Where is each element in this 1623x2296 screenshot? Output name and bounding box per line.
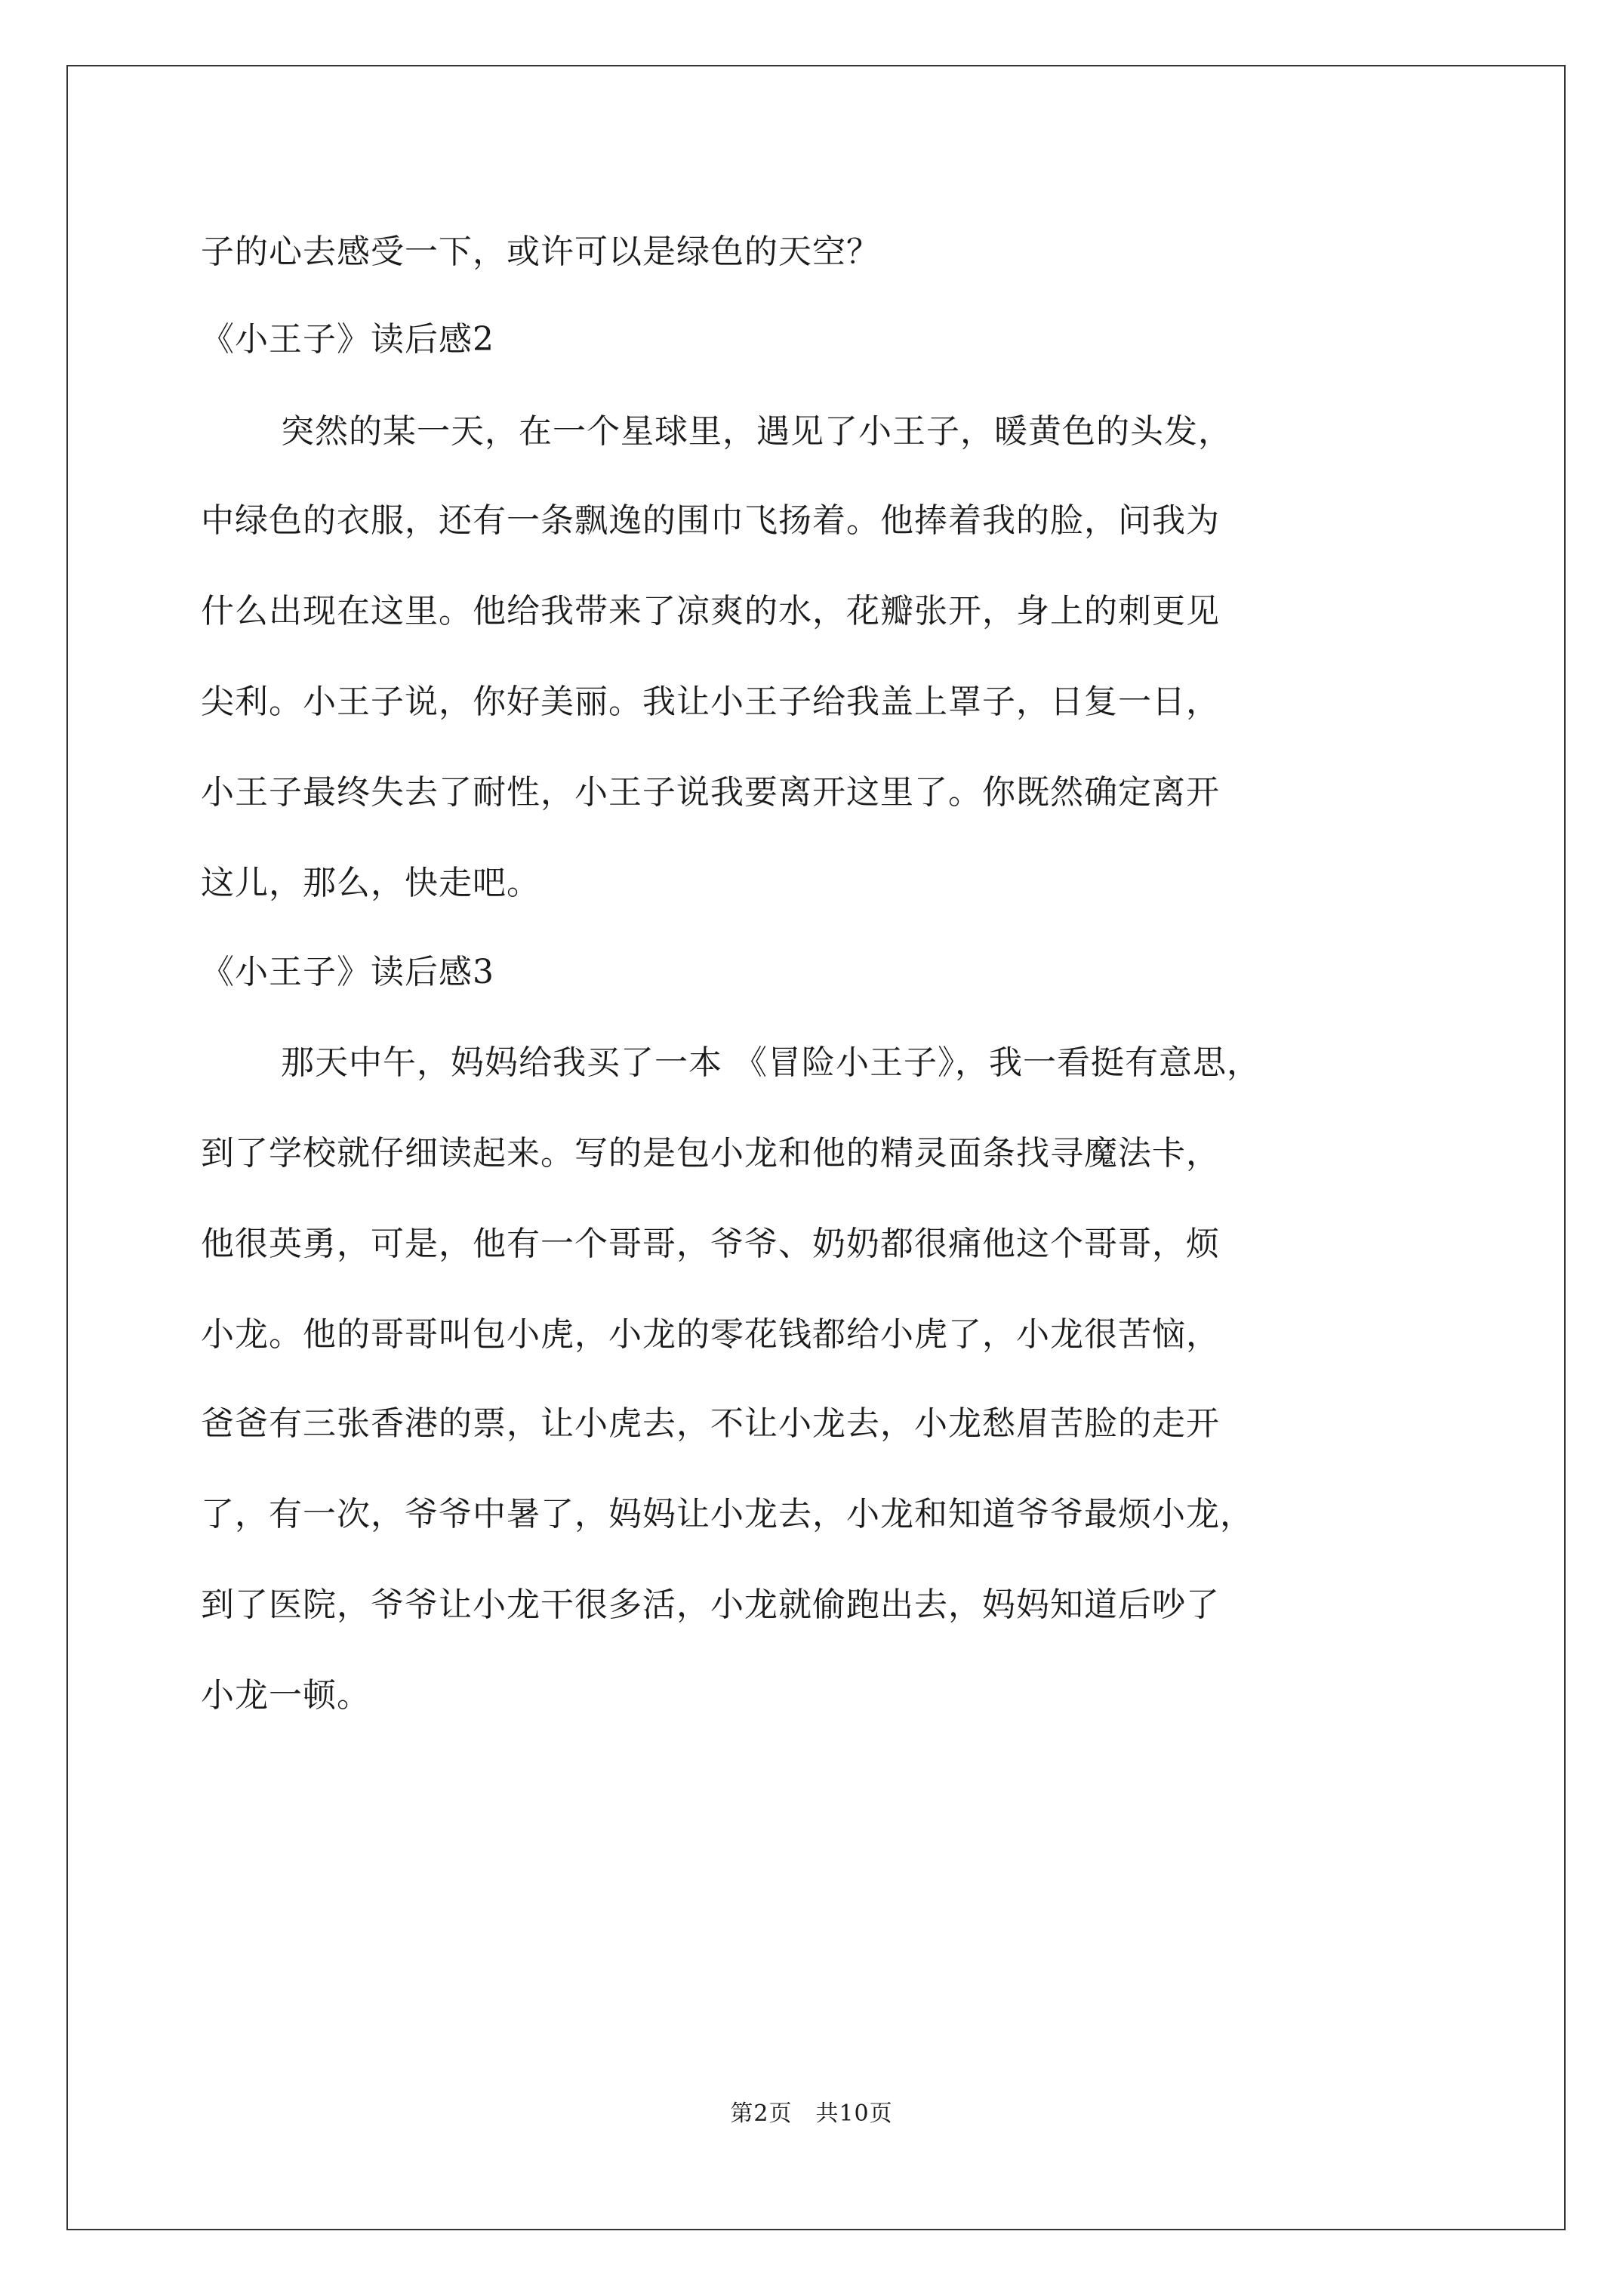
text-line-16: 到了医院，爷爷让小龙干很多活，小龙就偷跑出去，妈妈知道后吵了	[201, 1586, 1220, 1624]
text-line-1: 子的心去感受一下，或许可以是绿色的天空？	[201, 233, 880, 271]
text-line-6: 尖利。小王子说，你好美丽。我让小王子给我盖上罩子，日复一日，	[201, 683, 1220, 721]
text-line-14: 爸爸有三张香港的票，让小虎去，不让小龙去，小龙愁眉苦脸的走开	[201, 1404, 1220, 1443]
text-line-12: 他很英勇，可是，他有一个哥哥，爷爷、奶奶都很痛他这个哥哥，烦	[201, 1225, 1220, 1263]
section-heading-2: 《小王子》读后感2	[201, 320, 494, 359]
section-heading-3: 《小王子》读后感3	[201, 953, 494, 991]
text-line-15: 了，有一次，爷爷中暑了，妈妈让小龙去，小龙和知道爷爷最烦小龙，	[201, 1495, 1254, 1533]
text-line-13: 小龙。他的哥哥叫包小虎，小龙的零花钱都给小虎了，小龙很苦恼，	[201, 1315, 1220, 1354]
text-line-5: 什么出现在这里。他给我带来了凉爽的水，花瓣张开，身上的刺更见	[201, 592, 1220, 630]
text-line-17: 小龙一顿。	[201, 1676, 371, 1715]
text-line-10: 那天中午，妈妈给我买了一本 《冒险小王子》，我一看挺有意思，	[281, 1043, 1261, 1082]
text-line-3: 突然的某一天，在一个星球里，遇见了小王子，暖黄色的头发，	[281, 412, 1232, 451]
text-line-4: 中绿色的衣服，还有一条飘逸的围巾飞扬着。他捧着我的脸，问我为	[201, 501, 1220, 540]
text-line-11: 到了学校就仔细读起来。写的是包小龙和他的精灵面条找寻魔法卡，	[201, 1134, 1220, 1173]
text-line-7: 小王子最终失去了耐性，小王子说我要离开这里了。你既然确定离开	[201, 773, 1220, 812]
text-line-8: 这儿，那么，快走吧。	[201, 864, 540, 902]
page-number-footer: 第2页 共10页	[730, 2100, 893, 2127]
